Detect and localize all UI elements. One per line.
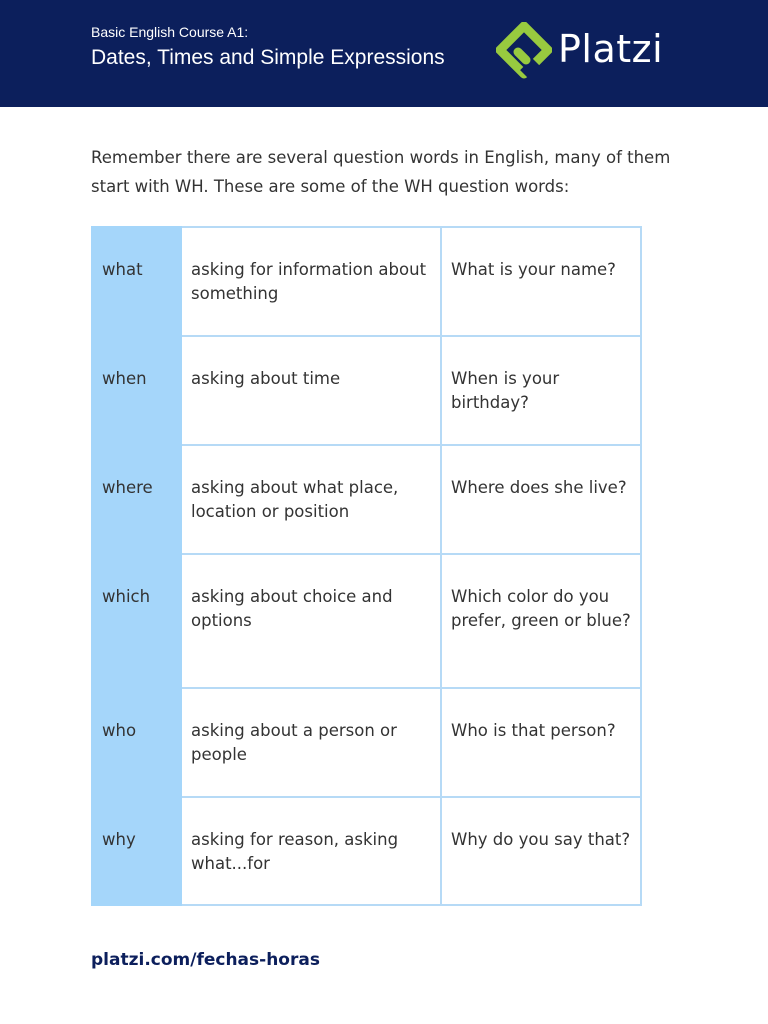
table-row — [92, 336, 641, 445]
example-cell: Why do you say that? — [441, 797, 641, 905]
meaning-cell: asking about time — [181, 336, 441, 445]
table-row — [92, 797, 641, 905]
meaning-cell: asking about what place, location or position — [181, 445, 441, 554]
course-subtitle: Basic English Course A1: — [91, 24, 249, 40]
meaning-cell: asking about a person or people — [181, 688, 441, 797]
table-row — [92, 227, 641, 336]
table-row — [92, 445, 641, 554]
question-word-cell: when — [92, 336, 181, 445]
table-row — [92, 688, 641, 797]
meaning-cell: asking for information about something — [181, 227, 441, 336]
intro-line-1: Remember there are several question words in English, many of them — [91, 148, 671, 167]
wh-question-table — [91, 226, 642, 906]
question-word-cell: why — [92, 797, 181, 905]
table-row — [92, 554, 641, 688]
document-title: Dates, Times and Simple Expressions — [91, 46, 445, 69]
question-word-cell: where — [92, 445, 181, 554]
question-word-cell: what — [92, 227, 181, 336]
question-word-cell: who — [92, 688, 181, 797]
example-cell: When is your birthday? — [441, 336, 641, 445]
question-word-cell: which — [92, 554, 181, 688]
example-cell: Who is that person? — [441, 688, 641, 797]
header-banner — [0, 0, 768, 107]
meaning-cell: asking for reason, asking what...for — [181, 797, 441, 905]
example-cell: Where does she live? — [441, 445, 641, 554]
platzi-logo — [496, 22, 686, 84]
example-cell: What is your name? — [441, 227, 641, 336]
example-cell: Which color do you prefer, green or blue? — [441, 554, 641, 688]
platzi-diamond-icon — [496, 22, 552, 84]
intro-paragraph — [91, 143, 691, 201]
course-link[interactable]: platzi.com/fechas-horas — [91, 950, 320, 970]
logo-text: Platzi — [558, 27, 664, 71]
intro-line-2: start with WH. These are some of the WH question words: — [91, 177, 570, 196]
meaning-cell: asking about choice and options — [181, 554, 441, 688]
